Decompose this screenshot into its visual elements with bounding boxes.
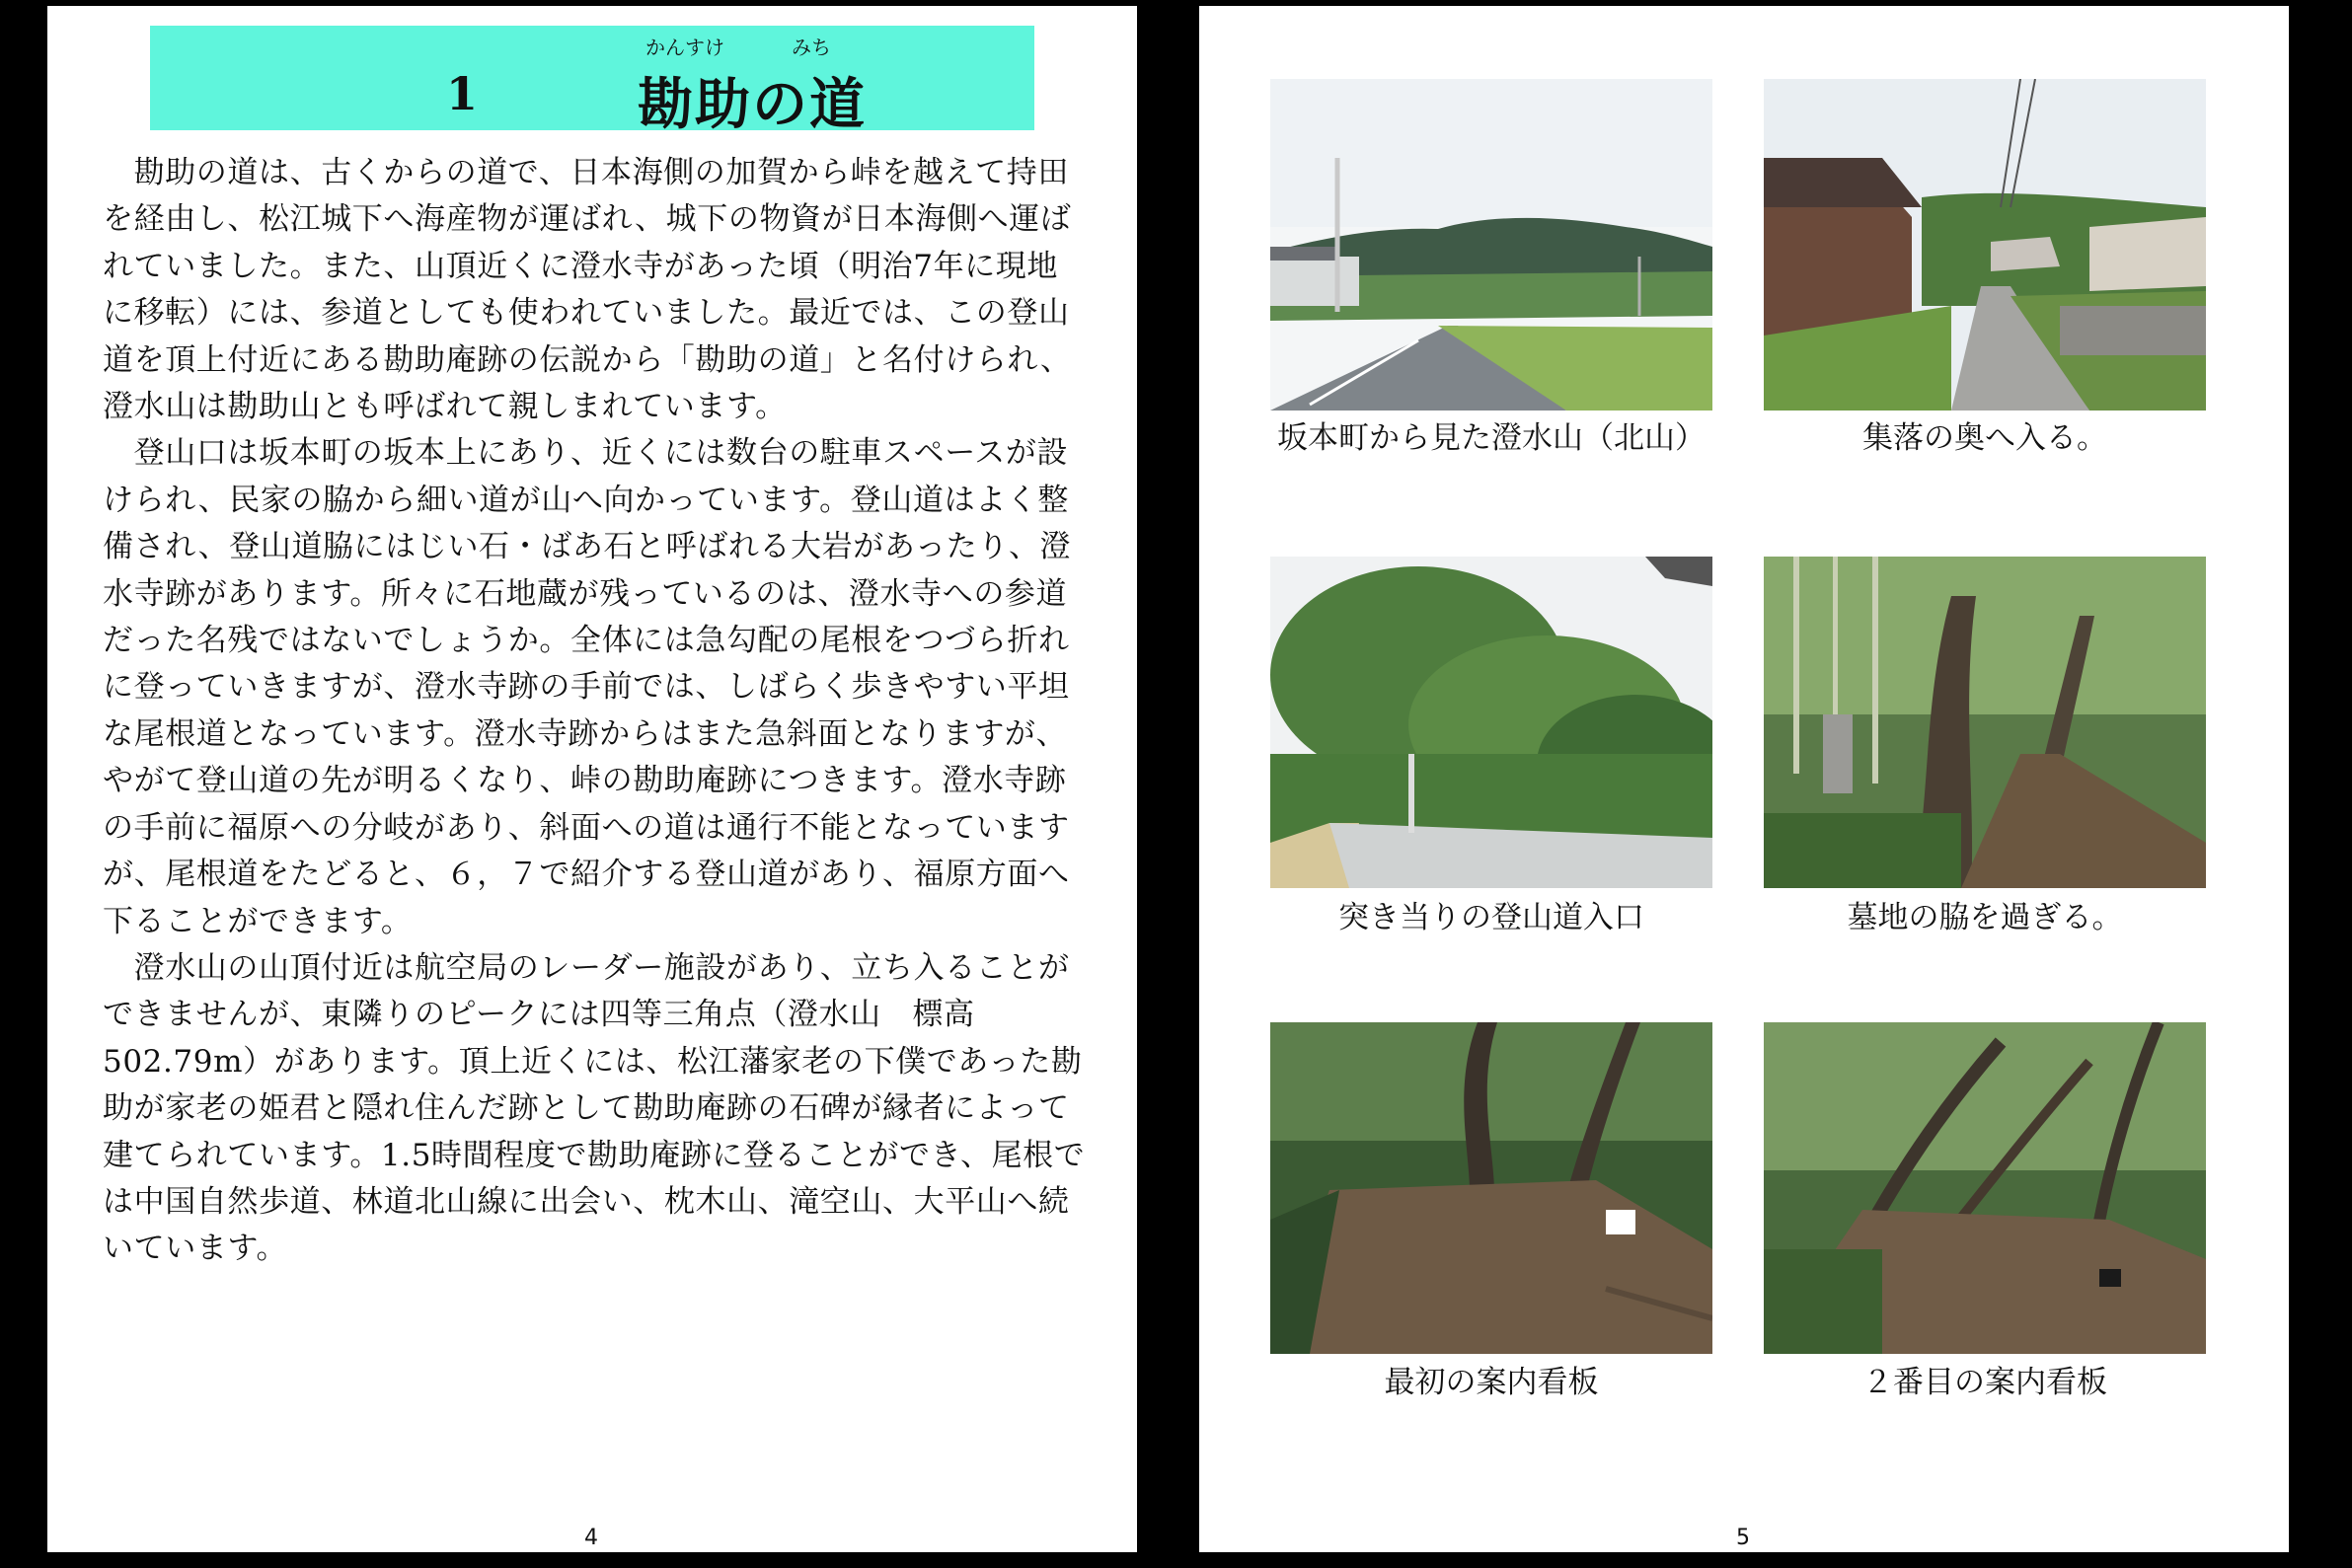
photo-village-path <box>1764 79 2206 411</box>
chapter-number: 1 <box>446 67 479 120</box>
body-line: の手前に福原への分岐があり、斜面への道は通行不能となっています <box>103 809 1070 846</box>
body-line: 備され、登山道脇にはじい石・ばあ石と呼ばれる大岩があったり、澄 <box>103 529 1072 565</box>
caption-5: 最初の案内看板 <box>1384 1365 1599 1400</box>
body-line: を経由し、松江城下へ海産物が運ばれ、城下の物資が日本海側へ運ば <box>103 201 1072 238</box>
body-line: 502.79m）があります。頂上近くには、松江藩家老の下僕であった勘 <box>103 1043 1083 1080</box>
body-line: は中国自然歩道、林道北山線に出会い、枕木山、滝空山、大平山へ続 <box>103 1183 1070 1220</box>
caption-6: ２番目の案内看板 <box>1862 1365 2107 1400</box>
body-line: 登山口は坂本町の坂本上にあり、近くには数台の駐車スペースが設 <box>103 435 1069 472</box>
caption-2: 集落の奥へ入る。 <box>1862 420 2107 456</box>
body-line: 助が家老の姫君と隠れ住んだ跡として勘助庵跡の石碑が縁者によって <box>103 1090 1070 1127</box>
body-line: やがて登山道の先が明るくなり、峠の勘助庵跡につきます。澄水寺跡 <box>103 763 1067 799</box>
left-page <box>47 6 1137 1552</box>
title-banner <box>150 26 1034 137</box>
title-ruby-michi: みち <box>792 36 831 59</box>
body-line: 道を頂上付近にある勘助庵跡の伝説から「勘助の道」と名付けられ、 <box>103 341 1072 378</box>
body-line: だった名残ではないでしょうか。全体には急勾配の尾根をつづら折れ <box>103 623 1070 659</box>
body-line: に登っていきますが、澄水寺跡の手前では、しばらく歩きやすい平坦 <box>103 669 1070 706</box>
photo-trail-entrance <box>1270 557 1712 888</box>
photo-first-sign <box>1270 1022 1712 1354</box>
photo-mountain-view <box>1270 79 1712 411</box>
page-number-right: 5 <box>1736 1526 1750 1550</box>
body-line: が、尾根道をたどると、６，７で紹介する登山道があり、福原方面へ <box>103 857 1070 893</box>
chapter-title: 勘助の道 <box>638 72 867 137</box>
body-line: いています。 <box>103 1231 288 1267</box>
body-line: 澄水山は勘助山とも呼ばれて親しまれています。 <box>103 389 787 425</box>
body-line: けられ、民家の脇から細い道が山へ向かっています。登山道はよく整 <box>103 482 1069 518</box>
photo-second-sign <box>1764 1022 2206 1354</box>
caption-3: 突き当りの登山道入口 <box>1338 900 1644 935</box>
body-line: れていました。また、山頂近くに澄水寺があった頃（明治7年に現地 <box>103 248 1059 284</box>
right-page <box>1199 6 2289 1552</box>
body-line: 建てられています。1.5時間程度で勘助庵跡に登ることができ、尾根で <box>103 1137 1086 1173</box>
body-line: 下ることができます。 <box>103 903 413 939</box>
body-line: できませんが、東隣りのピークには四等三角点（澄水山 標高 <box>103 997 975 1033</box>
title-ruby-kansuke: かんすけ <box>645 36 724 59</box>
page-number-left: 4 <box>584 1526 598 1550</box>
caption-4: 墓地の脇を過ぎる。 <box>1847 900 2123 935</box>
body-line: 澄水山の山頂付近は航空局のレーダー施設があり、立ち入ることが <box>103 949 1070 986</box>
body-line: な尾根道となっています。澄水寺跡からはまた急斜面となりますが、 <box>103 715 1068 752</box>
caption-1: 坂本町から見た澄水山（北山） <box>1277 420 1706 456</box>
body-line: に移転）には、参道としても使われていました。最近では、この登山 <box>103 295 1070 332</box>
body-line: 勘助の道は、古くからの道で、日本海側の加賀から峠を越えて持田 <box>103 155 1069 190</box>
body-text <box>103 150 1139 1273</box>
body-line: 水寺跡があります。所々に石地蔵が残っているのは、澄水寺への参道 <box>103 575 1068 612</box>
photo-graveyard <box>1764 557 2206 888</box>
